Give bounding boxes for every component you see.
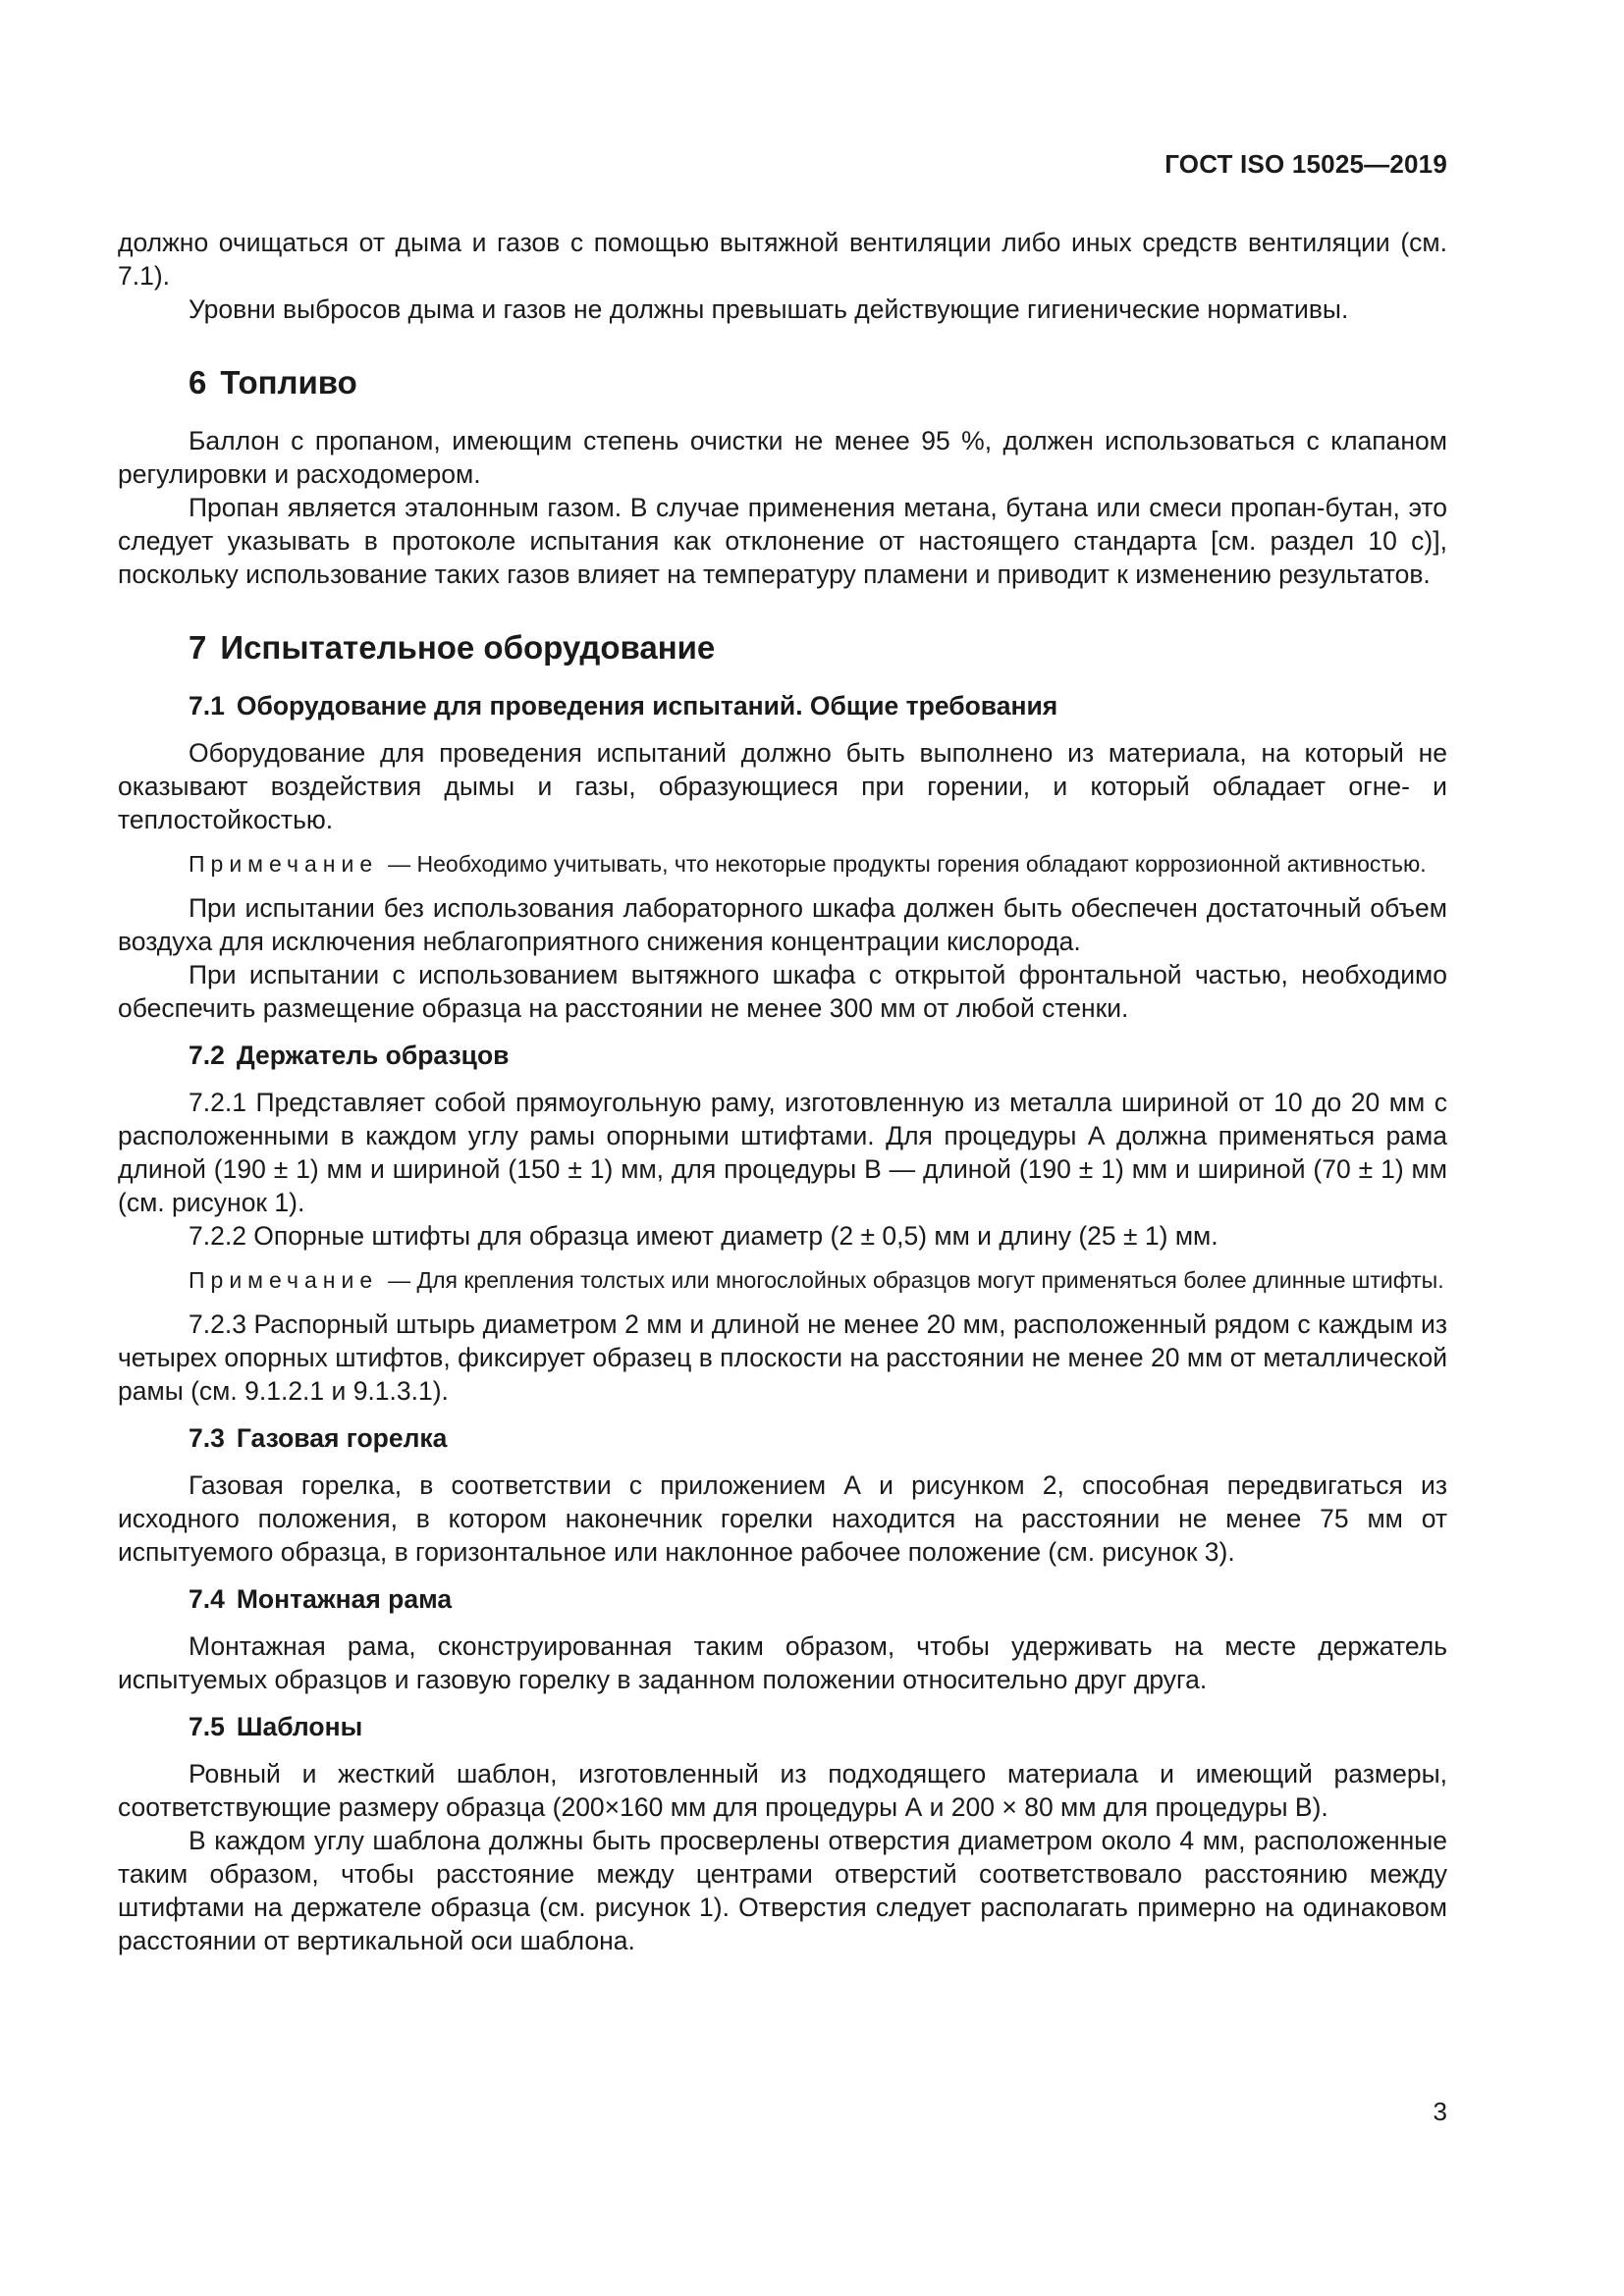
- subsection-7-4-paragraph-1: Монтажная рама, сконструированная таким образом, чтобы удерживать на месте держатель испытуемых образцов и газовую горелку в заданном положении относительно друг друга.: [118, 1631, 1447, 1694]
- subsection-7-1-title: Оборудование для проведения испытаний. Общие требования: [236, 691, 1058, 721]
- subsection-7-3-number: 7.3: [189, 1423, 225, 1453]
- subsection-7-1-paragraph-2: При испытании без использования лабораторного шкафа должен быть обеспечен достаточный объем воздуха для исключения неблагоприятного снижения концентрации кислорода.: [118, 893, 1447, 956]
- subsection-7-4-heading: [118, 1582, 1447, 1616]
- subsection-7-5-paragraph-2: В каждом углу шаблона должны быть просверлены отверстия диаметром около 4 мм, расположенные таким образом, чтобы расстояние между центрами отверстий соответствовало расстоянию между штифтами на держателе образца (см. рисунок 1). Отверстия следует располагать примерно на одинаковом расстоянии от вертикальной оси шаблона.: [118, 1826, 1447, 1955]
- document-page: [118, 0, 1447, 2296]
- note-text: — Для крепления толстых или многослойных образцов могут применяться более длинные штифты.: [388, 1267, 1444, 1293]
- document-body: [118, 226, 1447, 1957]
- document-header: ГОСТ ISO 15025—2019: [1164, 149, 1447, 179]
- subsection-7-4-number: 7.4: [189, 1584, 225, 1614]
- subsection-7-5-title: Шаблоны: [236, 1712, 363, 1741]
- subsection-7-1-heading: [118, 689, 1447, 722]
- note-label: Примечание: [189, 851, 379, 877]
- subsection-7-1-number: 7.1: [189, 691, 225, 721]
- clause-7-2-1: 7.2.1 Представляет собой прямоугольную раму, изготовленную из металла шириной от 10 до 20 мм с расположенными в каждом углу рамы опорными штифтами. Для процедуры А должна применяться рама длиной (190 ± 1) мм и шириной (150 ± 1) мм, для процедуры В — длиной (190 ± 1) мм и шириной (70 ± 1) мм (см. рисунок 1).: [118, 1088, 1447, 1217]
- section-7-title: Испытательное оборудование: [220, 629, 716, 666]
- subsection-7-5-paragraph-1: Ровный и жесткий шаблон, изготовленный из подходящего материала и имеющий размеры, соответствующие размеру образца (200×160 мм для процедуры А и 200 × 80 мм для процедуры В).: [118, 1759, 1447, 1822]
- intro-paragraph-1: должно очищаться от дыма и газов с помощью вытяжной вентиляции либо иных средств вентиляции (см. 7.1).: [118, 228, 1447, 291]
- note-text: — Необходимо учитывать, что некоторые продукты горения обладают коррозионной активностью.: [388, 851, 1427, 877]
- section-6-paragraph-2: Пропан является эталонным газом. В случае применения метана, бутана или смеси пропан-бутан, это следует указывать в протоколе испытания как отклонение от настоящего стандарта [см. раздел 10 с)], поскольку использование таких газов влияет на температуру пламени и приводит к изменению результатов.: [118, 493, 1447, 589]
- section-6-title: Топливо: [220, 364, 357, 400]
- subsection-7-3-title: Газовая горелка: [236, 1423, 448, 1453]
- subsection-7-5-number: 7.5: [189, 1712, 225, 1741]
- section-6-heading: [118, 363, 1447, 402]
- subsection-7-2-note: [118, 1264, 1447, 1296]
- page-number: 3: [1433, 2097, 1447, 2126]
- section-7-heading: [118, 628, 1447, 667]
- subsection-7-4-title: Монтажная рама: [236, 1584, 453, 1614]
- note-label: Примечание: [189, 1267, 379, 1293]
- subsection-7-5-heading: [118, 1710, 1447, 1743]
- subsection-7-2-heading: [118, 1039, 1447, 1072]
- clause-7-2-2: 7.2.2 Опорные штифты для образца имеют диаметр (2 ± 0,5) мм и длину (25 ± 1) мм.: [189, 1221, 1218, 1251]
- subsection-7-1-paragraph-1: Оборудование для проведения испытаний должно быть выполнено из материала, на который не оказывают воздействия дымы и газы, образующиеся при горении, и который обладает огне- и теплостойкостью.: [118, 738, 1447, 834]
- subsection-7-2-number: 7.2: [189, 1041, 225, 1070]
- subsection-7-3-paragraph-1: Газовая горелка, в соответствии с приложением А и рисунком 2, способная передвигаться из исходного положения, в котором наконечник горелки находится на расстоянии не менее 75 мм от испытуемого образца, в горизонтальное или наклонное рабочее положение (см. рисунок 3).: [118, 1470, 1447, 1567]
- subsection-7-2-title: Держатель образцов: [236, 1041, 510, 1070]
- clause-7-2-3: 7.2.3 Распорный штырь диаметром 2 мм и длиной не менее 20 мм, расположенный рядом с каждым из четырех опорных штифтов, фиксирует образец в плоскости на расстоянии не менее 20 мм от металлической рамы (см. 9.1.2.1 и 9.1.3.1).: [118, 1309, 1447, 1406]
- section-7-number: 7: [189, 629, 207, 666]
- section-6-number: 6: [189, 364, 207, 400]
- subsection-7-3-heading: [118, 1421, 1447, 1455]
- intro-paragraph-2: Уровни выбросов дыма и газов не должны превышать действующие гигиенические нормативы.: [189, 294, 1349, 324]
- subsection-7-1-note: [118, 848, 1447, 880]
- subsection-7-1-paragraph-3: При испытании с использованием вытяжного шкафа с открытой фронтальной частью, необходимо обеспечить размещение образца на расстоянии не менее 300 мм от любой стенки.: [118, 960, 1447, 1023]
- section-6-paragraph-1: Баллон с пропаном, имеющим степень очистки не менее 95 %, должен использоваться с клапаном регулировки и расходомером.: [118, 426, 1447, 489]
